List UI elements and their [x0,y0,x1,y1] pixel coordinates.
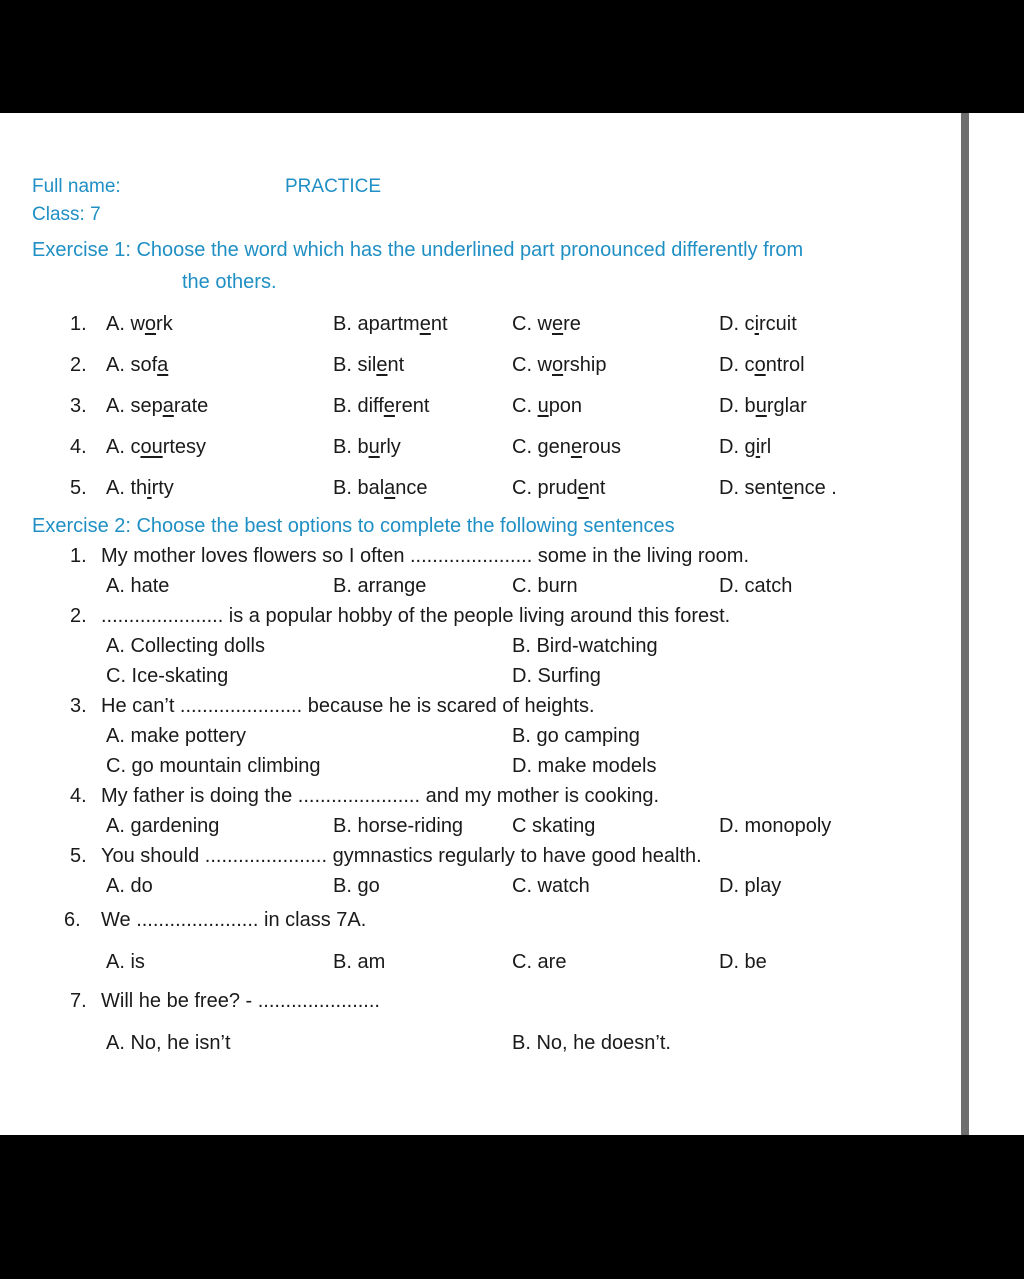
page-title: PRACTICE [285,176,382,197]
question-stem: ...................... is a popular hobby of the people living around this forest. [101,605,731,627]
question-number: 4. [70,436,87,458]
underlined-part: e [577,477,589,499]
option-text: A. c [106,436,141,458]
underlined-part: ou [140,436,163,458]
exercise1-title: Exercise 1: Choose the word which has the underlined part pronounced differently from [32,239,804,261]
option-text: D. sent [719,477,783,499]
option-a [106,435,206,459]
option-text: B. sil [333,354,377,376]
option-text: nce [395,477,428,499]
option-c [512,312,581,336]
option-c: C. Ice-skating [106,665,229,687]
page-border-line [961,113,969,1135]
option-a [106,312,173,336]
option-c [512,476,605,500]
option-c: C. are [512,951,567,973]
option-text: C. [512,395,538,417]
question-stem: You should ...................... gymnastics regularly to have good health. [101,845,702,867]
underlined-part: o [144,313,157,335]
option-text: rl [760,436,772,458]
question-number: 4. [70,785,87,807]
option-text: B. apartm [333,313,420,335]
question-stem: My father is doing the ...................... and my mother is cooking. [101,785,660,807]
option-a: A. hate [106,575,170,597]
option-a: A. No, he isn’t [106,1032,231,1054]
option-d: D. be [719,951,767,973]
question-number: 5. [70,477,87,499]
option-text: D. c [719,354,755,376]
option-text: rcuit [759,313,797,335]
option-text: C. prud [512,477,578,499]
option-a [106,394,208,418]
underlined-part: a [162,395,174,417]
question-number: 5. [70,845,87,867]
option-b: B. Bird-watching [512,635,658,657]
full-name-label: Full name: [32,176,121,197]
option-text: rly [379,436,401,458]
option-c: C. burn [512,575,578,597]
question-stem: He can’t ...................... because he is scared of heights. [101,695,595,717]
option-a: A. Collecting dolls [106,635,265,657]
option-text: B. b [333,436,369,458]
option-c: C. go mountain climbing [106,755,321,777]
exercise1-title-cont: the others. [182,271,277,293]
question-number: 2. [70,354,87,376]
question-stem: My mother loves flowers so I often ...................... some in the living room. [101,545,750,567]
underlined-part: u [537,395,549,417]
option-text: re [563,313,581,335]
underlined-part: e [570,436,583,458]
option-text: rty [151,477,174,499]
option-c: C skating [512,815,596,837]
option-d [719,435,771,459]
question-number: 7. [70,990,87,1012]
option-c [512,435,621,459]
option-b [333,435,401,459]
underlined-part: u [755,395,767,417]
exercise2-title: Exercise 2: Choose the best options to complete the following sentences [32,515,675,537]
worksheet-page [0,113,1024,1135]
underlined-part: u [368,436,380,458]
question-number: 2. [70,605,87,627]
option-a: A. gardening [106,815,220,837]
option-a [106,476,174,500]
option-a: A. do [106,875,153,897]
option-b: B. No, he doesn’t. [512,1032,671,1054]
option-text: ntrol [765,354,805,376]
option-text: nce . [793,477,837,499]
underlined-part: e [552,313,564,335]
option-d: D. play [719,875,782,897]
option-text: C. w [512,354,552,376]
option-d [719,476,837,500]
option-text: D. c [719,313,755,335]
option-c [512,394,582,418]
underlined-part: e [419,313,431,335]
option-text: A. sof [106,354,158,376]
underlined-part: e [782,477,794,499]
underlined-part: e [383,395,395,417]
option-b: B. go camping [512,725,640,747]
option-text: A. w [106,313,145,335]
option-text: pon [548,395,583,417]
class-label: Class: 7 [32,204,101,225]
underlined-part: a [157,354,169,376]
option-text: B. diff [333,395,384,417]
option-a: A. make pottery [106,725,247,747]
underlined-part: i [754,313,760,335]
option-d: D. make models [512,755,657,777]
underlined-part: i [755,436,761,458]
option-b [333,312,448,336]
question-stem: We ...................... in class 7A. [101,909,367,931]
underlined-part: i [147,477,152,499]
option-text: A. sep [106,395,163,417]
option-b: B. arrange [333,575,427,597]
option-text: C. gen [512,436,571,458]
question-number: 3. [70,395,87,417]
option-c [512,353,606,377]
question-number: 6. [64,909,81,931]
option-text: D. b [719,395,756,417]
option-d: D. monopoly [719,815,832,837]
option-text: nt [588,477,606,499]
option-a: A. is [106,951,145,973]
option-d [719,353,805,377]
option-text: rous [582,436,621,458]
option-d: D. catch [719,575,793,597]
option-c: C. watch [512,875,590,897]
question-number: 1. [70,545,87,567]
option-text: C. w [512,313,552,335]
option-b: B. am [333,951,386,973]
option-d [719,394,807,418]
option-text: rtesy [162,436,207,458]
option-text: nt [387,354,405,376]
option-b [333,476,428,500]
option-text: nt [430,313,448,335]
question-stem: Will he be free? - ...................... [101,990,380,1012]
option-text: rship [563,354,607,376]
option-b: B. horse-riding [333,815,464,837]
underlined-part: o [552,354,564,376]
option-a [106,353,168,377]
option-text: rent [394,395,430,417]
question-number: 1. [70,313,87,335]
underlined-part: o [754,354,766,376]
option-d [719,312,797,336]
question-number: 3. [70,695,87,717]
option-text: rglar [766,395,807,417]
option-b: B. go [333,875,380,897]
option-b [333,353,404,377]
underlined-part: a [384,477,396,499]
option-text: B. bal [333,477,385,499]
option-text: rk [156,313,173,335]
option-d: D. Surfing [512,665,601,687]
option-text: rate [173,395,209,417]
underlined-part: e [376,354,388,376]
option-b [333,394,429,418]
option-text: A. th [106,477,148,499]
option-text: D. g [719,436,756,458]
